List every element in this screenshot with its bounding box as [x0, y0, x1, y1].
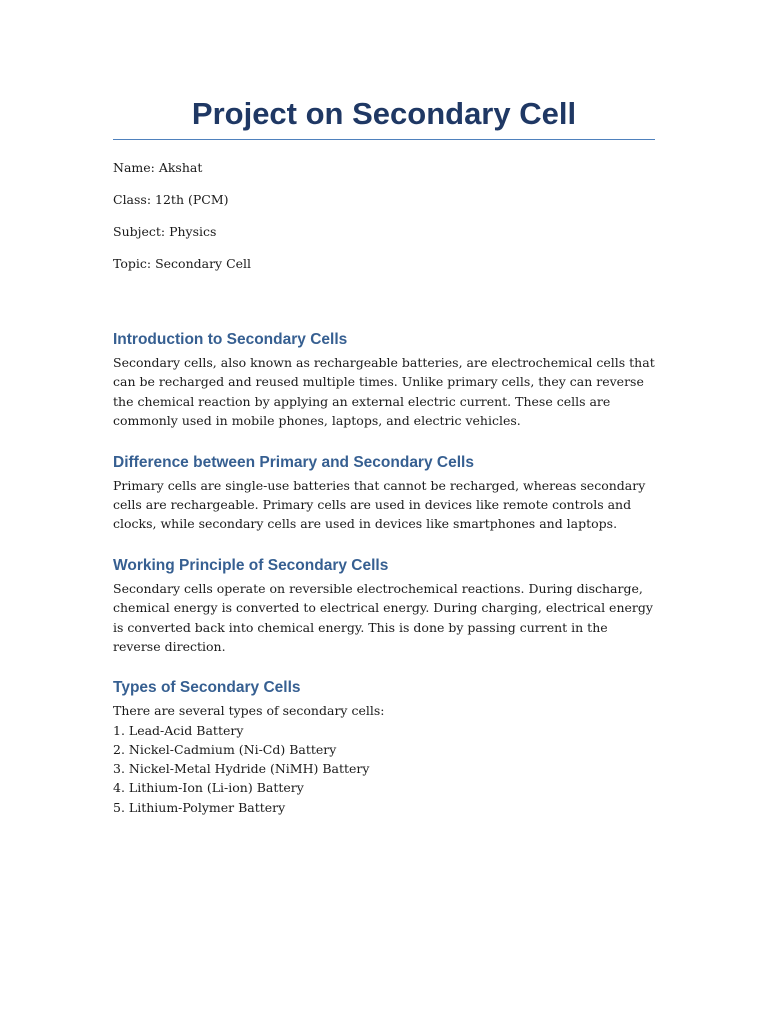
- section-heading: Introduction to Secondary Cells: [113, 331, 348, 348]
- list-item: 2. Nickel-Cadmium (Ni-Cd) Battery: [113, 742, 337, 758]
- section-body: Primary cells are single-use batteries that cannot be recharged, whereas secondary cells are rechargeable. Primary cells are used in devices like remote controls and clocks, while secondary cells are used in devices like smartphones and laptops.: [113, 477, 646, 532]
- list-item: 5. Lithium-Polymer Battery: [113, 799, 286, 815]
- section-heading: Difference between Primary and Secondary Cells: [113, 453, 474, 471]
- section-working-principle: [113, 556, 655, 657]
- section-body: Secondary cells operate on reversible electrochemical reactions. During discharge, chemical energy is converted to electrical energy. During charging, electrical energy is converted back into chemical energy. This is done by passing current in the reverse direction.: [113, 580, 653, 655]
- list-item: 1. Lead-Acid Battery: [113, 722, 244, 738]
- document-page: [113, 93, 655, 817]
- section-heading: Working Principle of Secondary Cells: [113, 556, 389, 574]
- class-line: Class: 12th (PCM): [113, 192, 229, 207]
- list-item: 3. Nickel-Metal Hydride (NiMH) Battery: [113, 761, 370, 777]
- section-difference: [113, 453, 655, 534]
- section-body: There are several types of secondary cells:: [113, 703, 385, 719]
- topic-line: Topic: Secondary Cell: [113, 256, 252, 271]
- section-types: [113, 678, 655, 816]
- subject-line: Subject: Physics: [113, 224, 217, 239]
- name-line: Name: Akshat: [113, 160, 203, 175]
- document-title: Project on Secondary Cell: [113, 93, 655, 140]
- section-heading: Types of Secondary Cells: [113, 679, 301, 697]
- battery-types-list: [113, 721, 655, 817]
- student-details: [113, 160, 655, 272]
- section-body: Secondary cells, also known as rechargeable batteries, are electrochemical cells that can be recharged and reused multiple times. Unlike primary cells, they can reverse the chemical reaction by applying an external electric current. These cells are commonly used in mobile phones, laptops, and electric vehicles.: [113, 355, 655, 429]
- section-introduction: [113, 330, 655, 431]
- list-item: 4. Lithium-Ion (Li-ion) Battery: [113, 780, 304, 796]
